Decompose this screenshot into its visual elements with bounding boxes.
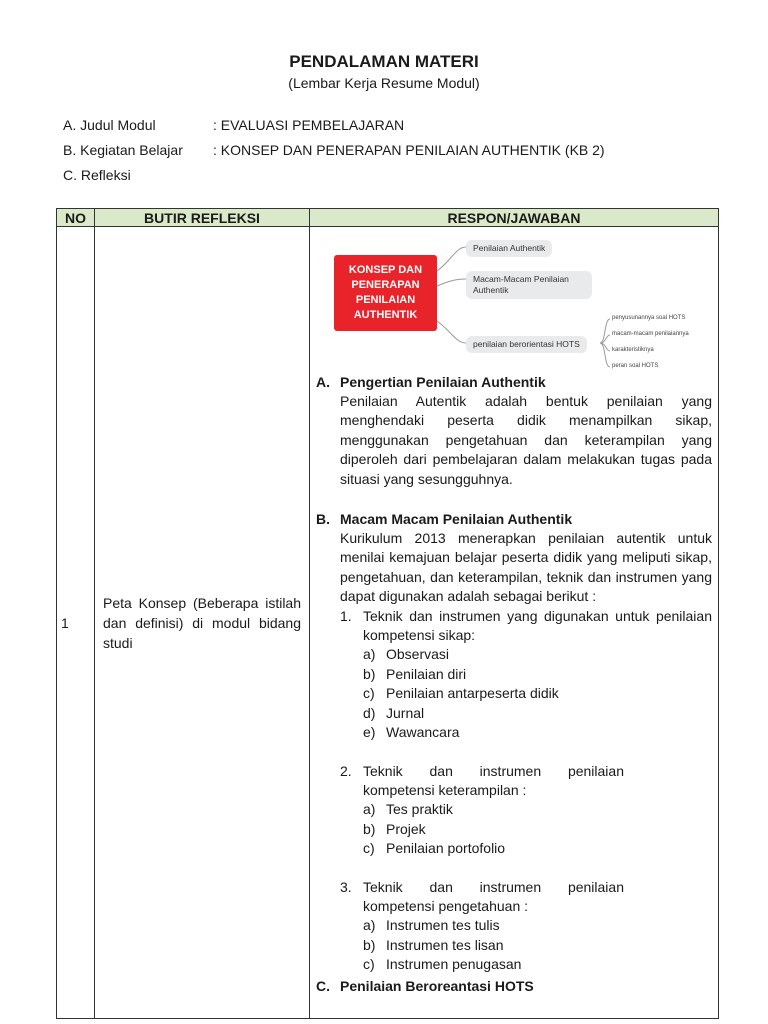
sub-item [363, 916, 712, 935]
sub-item-text: Instrumen penugasan [386, 956, 522, 973]
concept-leaf: penyusunannya soal HOTS [612, 315, 686, 321]
item-text: Teknik dan instrumen penilaian kompetensi pengetahuan : [363, 878, 624, 914]
sub-item-label: c) [363, 840, 375, 857]
sub-item-label: e) [363, 724, 376, 741]
sub-item [363, 684, 712, 703]
concept-node: penilaian berorientasi HOTS [466, 336, 587, 353]
meta-label: B. Kegiatan Belajar [63, 142, 183, 158]
section-c [316, 977, 712, 996]
meta-value: : KONSEP DAN PENERAPAN PENILAIAN AUTHENTIK (KB 2) [213, 142, 605, 158]
sub-item-label: b) [363, 936, 376, 953]
table-row [57, 227, 719, 1019]
reflection-table [56, 208, 719, 1019]
table-header-row [57, 209, 719, 227]
sub-item-label: a) [363, 917, 376, 934]
sub-item-text: Wawancara [386, 724, 460, 741]
header-no: NO [57, 209, 95, 227]
sub-item [363, 645, 712, 664]
meta-label: A. Judul Modul [63, 117, 156, 133]
item-number: 3. [340, 878, 352, 895]
section-letter: B. [316, 511, 330, 528]
concept-leaf: macam-macam penilaiannya [612, 331, 689, 337]
section-title: Macam Macam Penilaian Authentik [340, 511, 573, 528]
row-number: 1 [57, 227, 95, 1019]
item-number: 1. [340, 607, 352, 624]
sub-item-text: Jurnal [386, 704, 425, 721]
reflection-row [63, 163, 605, 188]
section-letter: C. [316, 977, 330, 994]
row-response [310, 227, 719, 1019]
header-butir: BUTIR REFLEKSI [95, 209, 310, 227]
learning-activity-row [63, 138, 605, 163]
sub-item-label: c) [363, 956, 375, 973]
module-title-row [63, 113, 605, 138]
sub-item-label: d) [363, 704, 376, 721]
sub-item [363, 820, 712, 839]
sub-item-text: Tes praktik [386, 801, 453, 818]
section-b [316, 510, 712, 975]
sub-item-label: b) [363, 820, 376, 837]
sub-item [363, 839, 712, 858]
sub-item-label: c) [363, 685, 375, 702]
item-text: Teknik dan instrumen penilaian kompetensi keterampilan : [363, 762, 624, 798]
sub-item [363, 723, 712, 742]
sub-item-label: a) [363, 801, 376, 818]
meta-label: C. Refleksi [63, 167, 131, 183]
list-item [340, 607, 712, 743]
sub-item [363, 936, 712, 955]
page-title: PENDALAMAN MATERI [289, 52, 479, 71]
concept-map-root: KONSEP DAN PENERAPAN PENILAIAN AUTHENTIK [334, 255, 437, 331]
sub-item [363, 665, 712, 684]
sub-item [363, 955, 712, 974]
sub-item-text: Penilaian antarpeserta didik [386, 685, 559, 702]
concept-leaf: karakteristiknya [612, 347, 654, 353]
list-item [340, 878, 712, 975]
concept-node: Penilaian Authentik [466, 240, 552, 257]
module-info [63, 113, 605, 188]
item-text: Teknik dan instrumen yang digunakan untuk penilaian kompetensi sikap: [363, 607, 712, 644]
concept-node: Macam-Macam Penilaian Authentik [466, 271, 592, 299]
sub-item-text: Instrumen tes lisan [386, 936, 504, 953]
sub-item-text: Penilaian diri [386, 665, 467, 682]
section-text: Kurikulum 2013 menerapkan penilaian autentik untuk menilai kemajuan belajar peserta didik yang meliputi sikap, pengetahuan, dan keterampilan, teknik dan instrumen yang dapat digunakan adalah sebagai berikut : [340, 530, 712, 605]
section-title: Penilaian Beroreantasi HOTS [340, 977, 534, 994]
sub-item-text: Penilaian portofolio [386, 840, 506, 857]
concept-leaf: peran soal HOTS [612, 363, 659, 369]
section-text: Penilaian Autentik adalah bentuk penilaian yang menghendaki peserta didik menampilkan sikap, menggunakan pengetahuan dan keterampilan yang diperoleh dari pembelajaran dalam melakukan tugas pada situasi yang sesungguhnya. [340, 393, 712, 487]
sub-item-text: Projek [386, 820, 426, 837]
concept-map [316, 231, 710, 371]
sub-item [363, 800, 712, 819]
list-item [340, 762, 712, 859]
section-title: Pengertian Penilaian Authentik [340, 374, 546, 390]
section-a [316, 373, 712, 489]
page-subtitle: (Lembar Kerja Resume Modul) [288, 75, 480, 91]
sub-item-label: a) [363, 646, 376, 663]
sub-item-text: Instrumen tes tulis [386, 917, 500, 934]
row-butir: Peta Konsep (Beberapa istilah dan definisi) di modul bidang studi [95, 227, 310, 1019]
sub-item [363, 704, 712, 723]
meta-value: : EVALUASI PEMBELAJARAN [213, 117, 405, 133]
sub-item-label: b) [363, 665, 376, 682]
header-respon: RESPON/JAWABAN [310, 209, 719, 227]
item-number: 2. [340, 762, 352, 779]
sub-item-text: Observasi [386, 646, 450, 663]
section-letter: A. [316, 374, 330, 390]
